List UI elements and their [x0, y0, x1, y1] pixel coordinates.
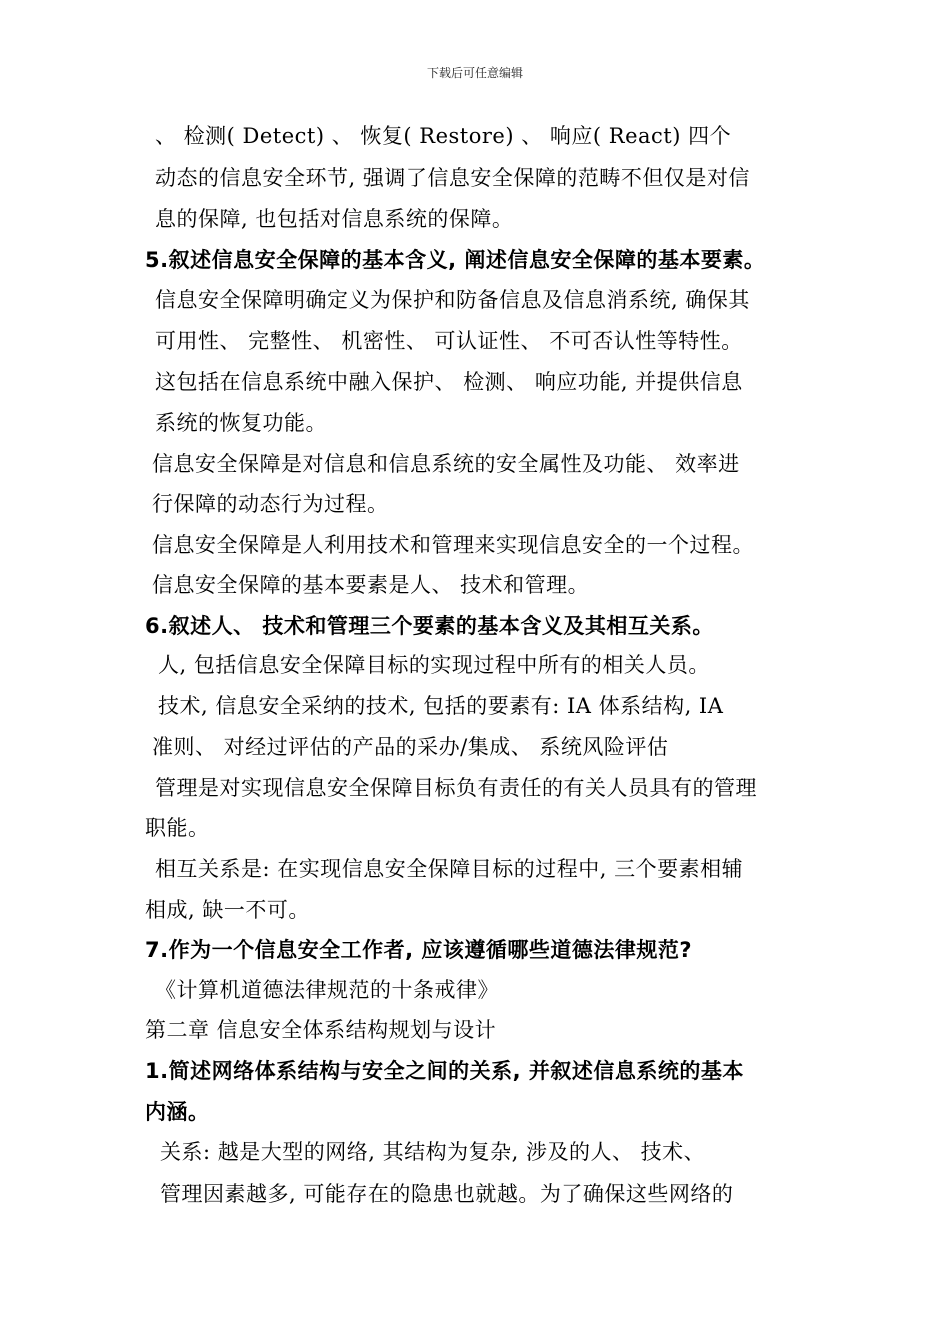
body-line: 信息安全保障是对信息和信息系统的安全属性及功能、 效率进 [152, 452, 740, 476]
question-heading: 内涵。 [145, 1100, 210, 1124]
question-heading: 5.叙述信息安全保障的基本含义, 阐述信息安全保障的基本要素。 [145, 248, 766, 272]
body-line: 息的保障, 也包括对信息系统的保障。 [155, 207, 514, 231]
body-line: 技术, 信息安全采纳的技术, 包括的要素有: IA 体系结构, IA [158, 694, 724, 718]
body-line: 系统的恢复功能。 [155, 411, 327, 435]
body-line: 准则、 对经过评估的产品的采办/集成、 系统风险评估 [152, 735, 669, 759]
body-line: 、 检测( Detect) 、 恢复( Restore) 、 响应( React) 四个 [155, 124, 732, 148]
body-line: 管理因素越多, 可能存在的隐患也就越。为了确保这些网络的 [160, 1182, 734, 1206]
question-heading: 1.简述网络体系结构与安全之间的关系, 并叙述信息系统的基本 [145, 1059, 744, 1083]
body-line: 动态的信息安全环节, 强调了信息安全保障的范畴不但仅是对信 [155, 166, 750, 190]
body-line: 相成, 缺一不可。 [145, 898, 310, 922]
body-line: 信息安全保障是人利用技术和管理来实现信息安全的一个过程。 [152, 533, 754, 557]
body-line: 关系: 越是大型的网络, 其结构为复杂, 涉及的人、 技术、 [160, 1140, 706, 1164]
body-line: 信息安全保障的基本要素是人、 技术和管理。 [152, 573, 590, 597]
body-line: 职能。 [145, 816, 210, 840]
body-line: 相互关系是: 在实现信息安全保障目标的过程中, 三个要素相辅 [155, 857, 744, 881]
body-line: 管理是对实现信息安全保障目标负有责任的有关人员具有的管理 [155, 776, 757, 800]
body-line: 可用性、 完整性、 机密性、 可认证性、 不可否认性等特性。 [155, 329, 743, 353]
body-line: 行保障的动态行为过程。 [152, 492, 389, 516]
question-heading: 6.叙述人、 技术和管理三个要素的基本含义及其相互关系。 [145, 614, 714, 638]
question-heading: 7.作为一个信息安全工作者, 应该遵循哪些道德法律规范? [145, 938, 693, 962]
chapter-heading: 第二章 信息安全体系结构规划与设计 [145, 1018, 497, 1042]
body-line: 信息安全保障明确定义为保护和防备信息及信息消系统, 确保其 [155, 288, 750, 312]
page-header: 下载后可任意编辑 [426, 66, 523, 80]
body-line: 《计算机道德法律规范的十条戒律》 [155, 978, 499, 1002]
body-line: 人, 包括信息安全保障目标的实现过程中所有的相关人员。 [158, 653, 710, 677]
body-line: 这包括在信息系统中融入保护、 检测、 响应功能, 并提供信息 [155, 370, 743, 394]
